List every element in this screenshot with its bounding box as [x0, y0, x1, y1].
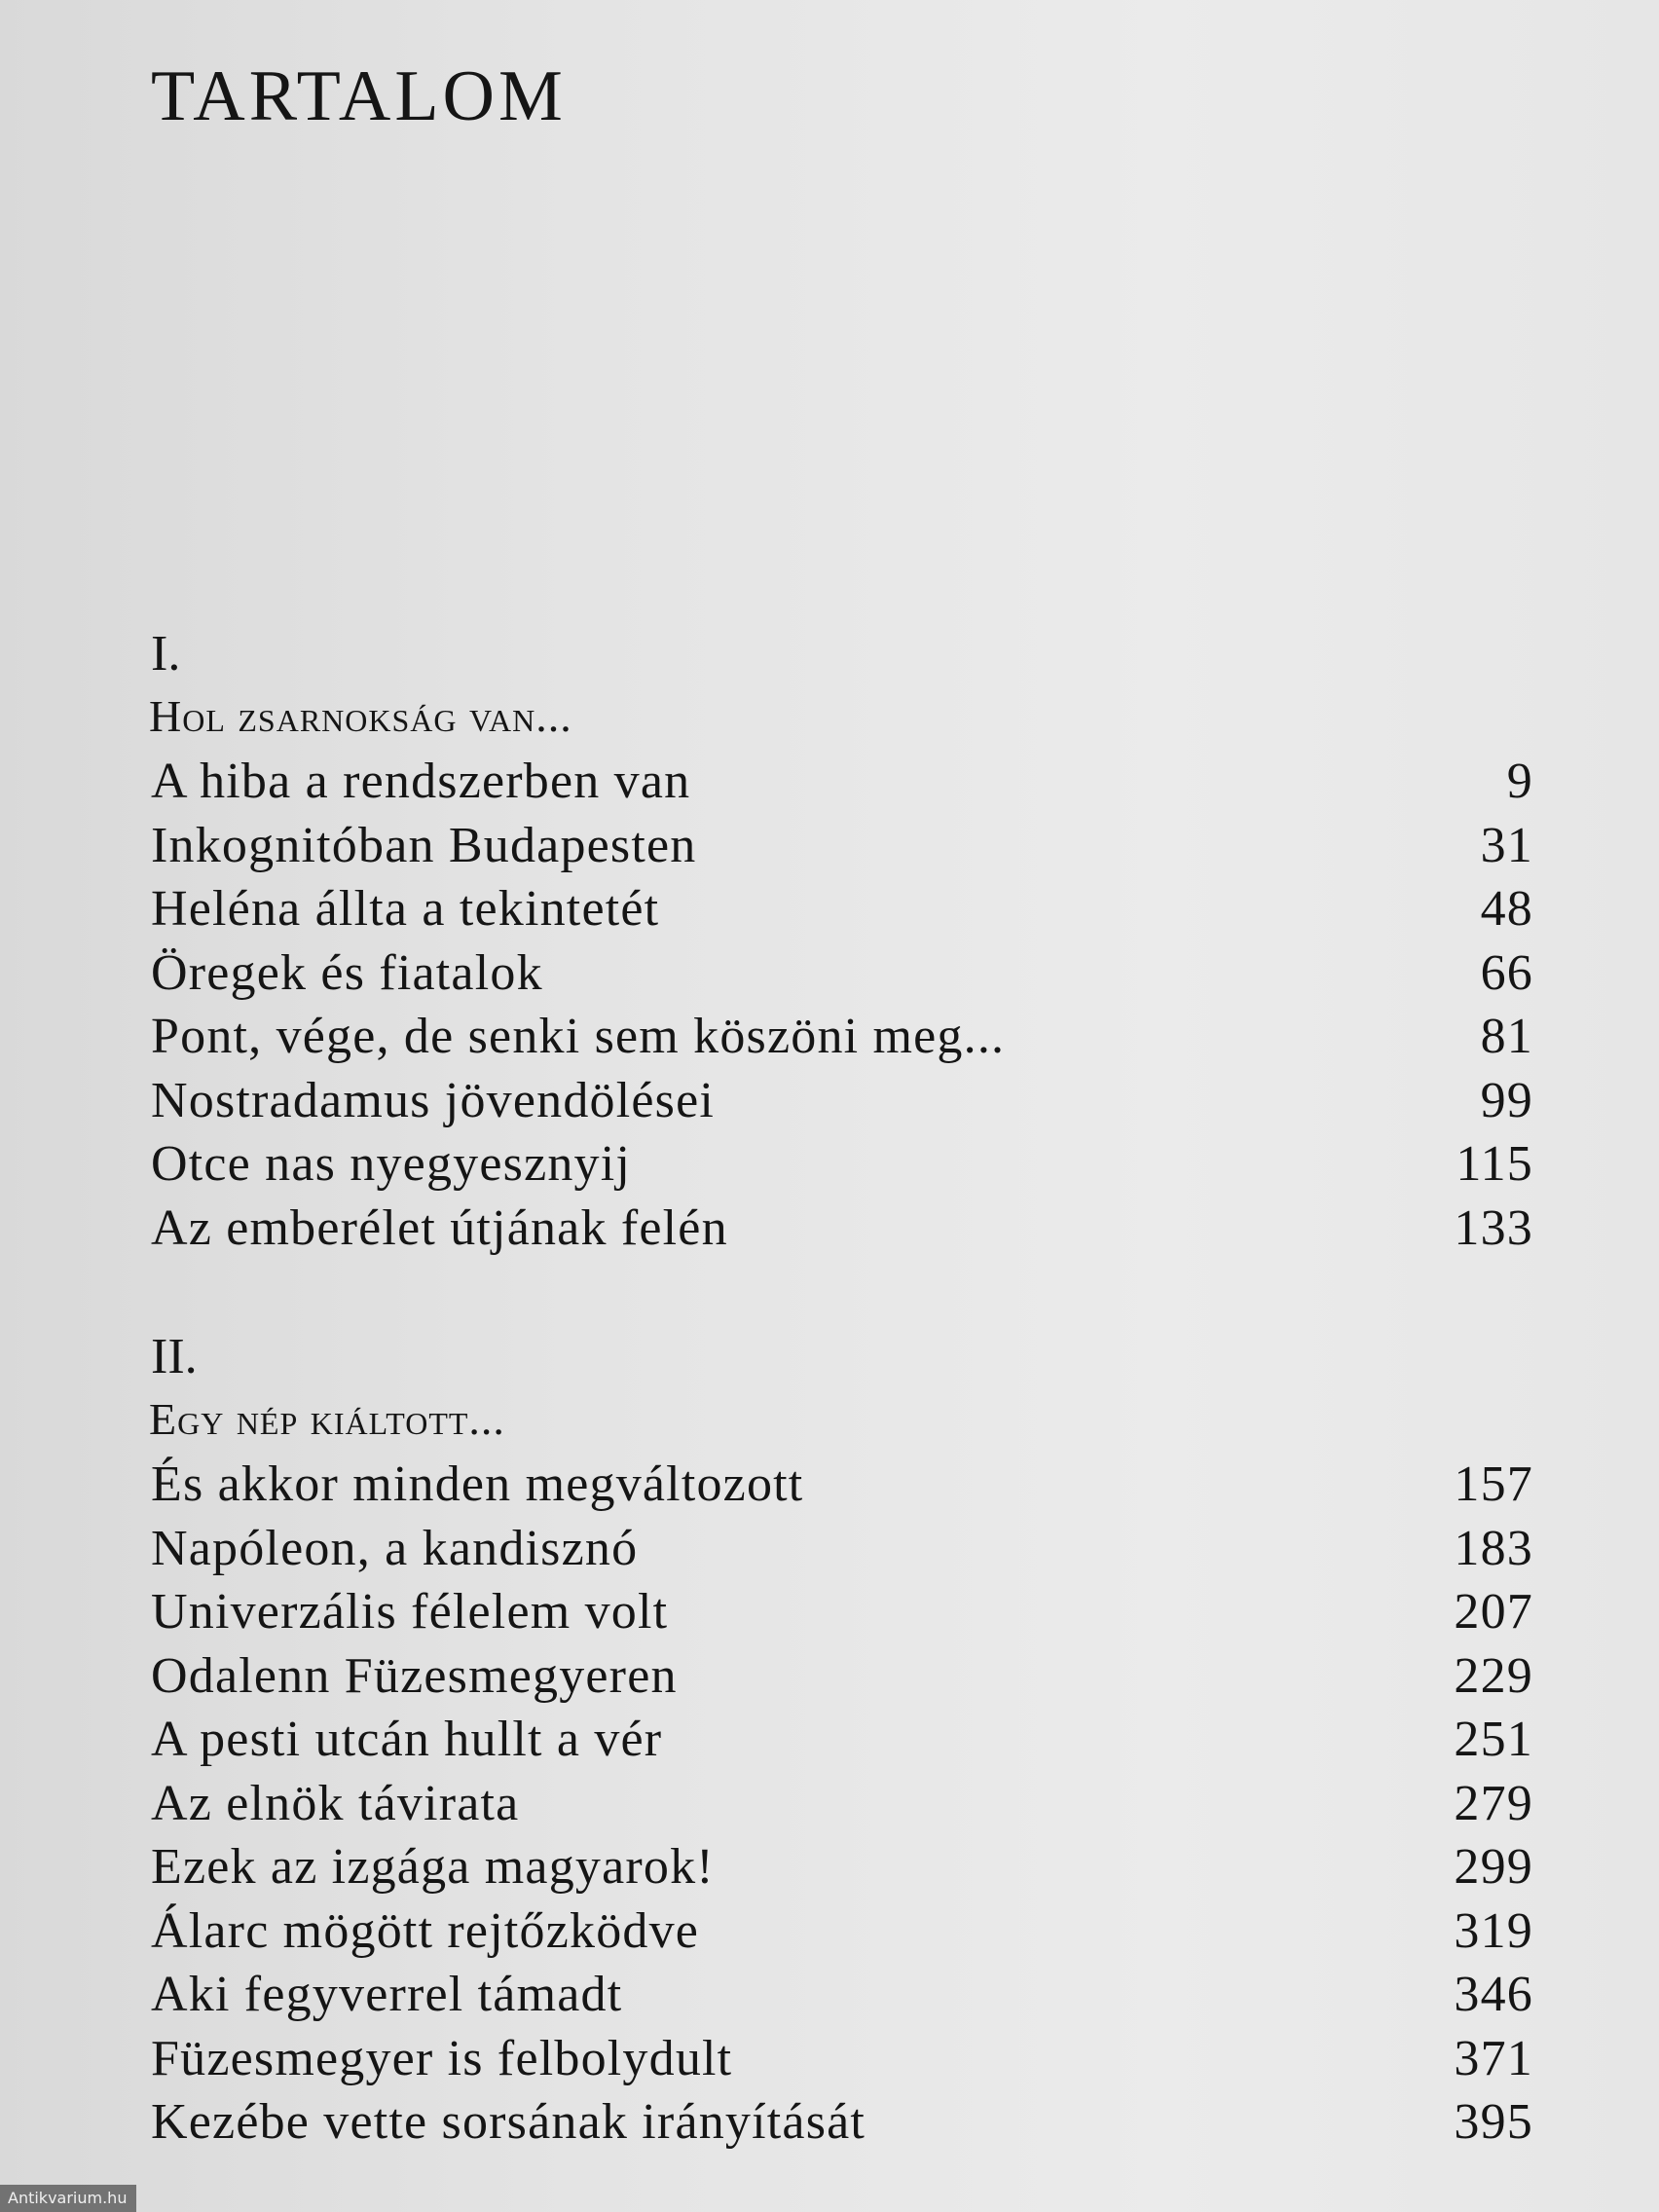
chapter-page-number: 229 — [1454, 1647, 1533, 1704]
chapter-title: Az emberélet útjának felén — [151, 1199, 728, 1256]
chapter-title: Heléna állta a tekintetét — [151, 881, 660, 937]
chapter-row — [151, 1005, 1533, 1069]
chapter-page-number: 183 — [1454, 1520, 1533, 1576]
chapter-row — [151, 1963, 1533, 2027]
chapter-row — [151, 1580, 1533, 1644]
chapter-page-number: 157 — [1454, 1456, 1533, 1512]
chapter-list — [151, 750, 1533, 1260]
chapter-title: Kezébe vette sorsának irányítását — [151, 2094, 866, 2150]
chapter-row — [151, 2027, 1533, 2091]
section-number: II. — [151, 1329, 198, 1384]
chapter-page-number: 81 — [1480, 1009, 1533, 1064]
chapter-row — [151, 1772, 1533, 1836]
chapter-title: Napóleon, a kandisznó — [151, 1520, 639, 1576]
chapter-row — [151, 941, 1533, 1006]
chapter-page-number: 346 — [1454, 1967, 1533, 2022]
chapter-title: Pont, vége, de senki sem köszöni meg... — [151, 1009, 1006, 1064]
chapter-page-number: 133 — [1454, 1199, 1533, 1256]
chapter-row — [151, 1132, 1533, 1197]
chapter-page-number: 395 — [1454, 2094, 1533, 2150]
chapter-page-number: 115 — [1456, 1136, 1533, 1192]
chapter-row — [151, 1708, 1533, 1772]
page-title: TARTALOM — [151, 56, 567, 136]
bleed-through-ghost-text — [146, 136, 1529, 584]
chapter-row — [151, 1197, 1533, 1261]
chapter-title: Otce nas nyegyesznyij — [151, 1136, 632, 1192]
section-number: I. — [151, 626, 181, 682]
chapter-title: Álarc mögött rejtőzködve — [151, 1902, 700, 1959]
chapter-title: És akkor minden megváltozott — [151, 1456, 804, 1512]
chapter-page-number: 299 — [1454, 1839, 1533, 1895]
section-heading: Hol zsarnokság van... — [149, 691, 572, 741]
antikvarium-watermark: Antikvarium.hu — [0, 2185, 136, 2212]
chapter-page-number: 9 — [1506, 754, 1533, 809]
chapter-title: Az elnök távirata — [151, 1775, 520, 1831]
chapter-list — [151, 1453, 1533, 2155]
chapter-title: A pesti utcán hullt a vér — [151, 1712, 663, 1767]
chapter-title: Aki fegyverrel támadt — [151, 1967, 623, 2022]
chapter-page-number: 251 — [1454, 1712, 1533, 1767]
section-heading: Egy nép kiáltott... — [149, 1394, 505, 1444]
chapter-page-number: 99 — [1480, 1072, 1533, 1128]
chapter-row — [151, 1517, 1533, 1581]
chapter-title: Inkognitóban Budapesten — [151, 817, 697, 873]
chapter-title: Füzesmegyer is felbolydult — [151, 2030, 733, 2086]
chapter-title: Ezek az izgága magyarok! — [151, 1839, 715, 1895]
chapter-title: Univerzális félelem volt — [151, 1584, 669, 1640]
chapter-row — [151, 750, 1533, 814]
chapter-page-number: 66 — [1480, 944, 1533, 1001]
chapter-row — [151, 1453, 1533, 1517]
chapter-title: A hiba a rendszerben van — [151, 754, 691, 809]
chapter-row — [151, 1069, 1533, 1133]
chapter-page-number: 48 — [1480, 881, 1533, 937]
chapter-row — [151, 814, 1533, 878]
chapter-page-number: 207 — [1454, 1584, 1533, 1640]
chapter-title: Odalenn Füzesmegyeren — [151, 1647, 678, 1704]
chapter-row — [151, 1644, 1533, 1709]
chapter-page-number: 319 — [1454, 1902, 1533, 1959]
chapter-row — [151, 2090, 1533, 2155]
chapter-page-number: 279 — [1454, 1775, 1533, 1831]
chapter-row — [151, 1835, 1533, 1899]
chapter-page-number: 31 — [1480, 817, 1533, 873]
chapter-row — [151, 877, 1533, 941]
chapter-title: Öregek és fiatalok — [151, 944, 543, 1001]
chapter-page-number: 371 — [1454, 2030, 1533, 2086]
chapter-row — [151, 1899, 1533, 1964]
chapter-title: Nostradamus jövendölései — [151, 1072, 716, 1128]
